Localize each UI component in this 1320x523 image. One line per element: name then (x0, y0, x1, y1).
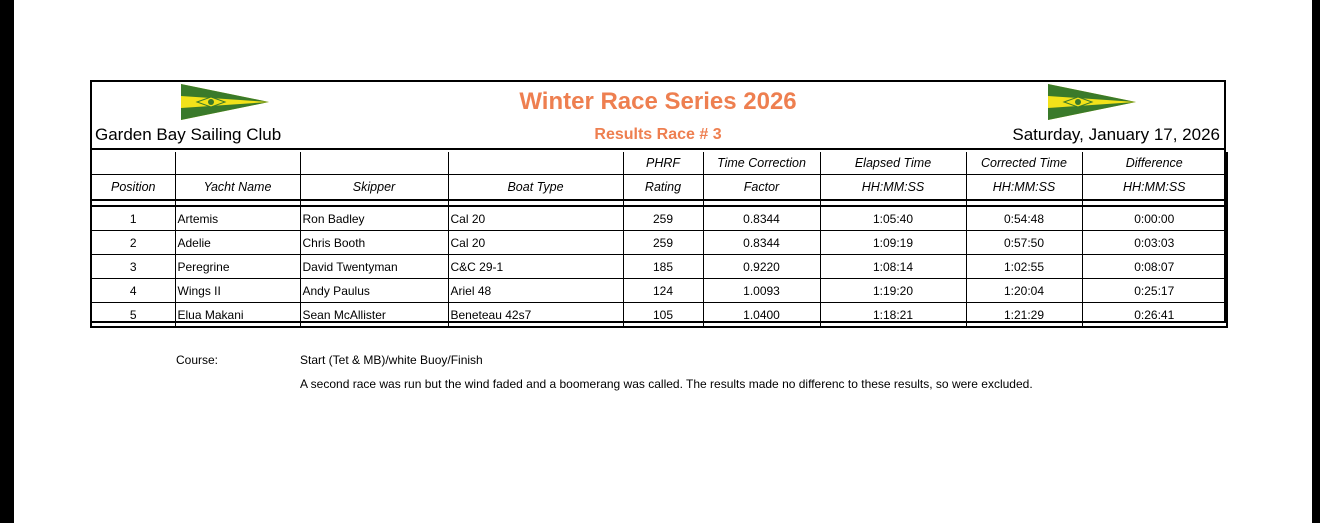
column-header (91, 152, 175, 175)
boat-type-cell: Cal 20 (448, 231, 623, 255)
results-table (90, 152, 1228, 328)
position-cell: 1 (91, 206, 175, 231)
yacht-name-cell: Wings II (175, 279, 300, 303)
column-header (448, 152, 623, 175)
position-cell: 3 (91, 255, 175, 279)
yacht-name-cell: Peregrine (175, 255, 300, 279)
column-header: Elapsed Time (820, 152, 966, 175)
column-header: Skipper (300, 175, 448, 201)
column-header: PHRF (623, 152, 703, 175)
table-row (91, 231, 1227, 255)
header-row-bottom (91, 175, 1227, 201)
boat-type-cell: C&C 29-1 (448, 255, 623, 279)
yacht-name-cell: Elua Makani (175, 303, 300, 328)
position-cell: 5 (91, 303, 175, 328)
table-row (91, 206, 1227, 231)
page (14, 0, 1312, 523)
club-name: Garden Bay Sailing Club (95, 125, 282, 144)
rating-cell: 105 (623, 303, 703, 328)
column-header (175, 152, 300, 175)
column-header: Difference (1082, 152, 1227, 175)
boat-type-cell: Cal 20 (448, 206, 623, 231)
elapsed-time-cell: 1:05:40 (820, 206, 966, 231)
difference-cell: 0:08:07 (1082, 255, 1227, 279)
course-description: Start (Tet & MB)/white Buoy/Finish (300, 353, 483, 367)
column-header: HH:MM:SS (1082, 175, 1227, 201)
table-row (91, 255, 1227, 279)
header-row-top (91, 152, 1227, 175)
corrected-time-cell: 1:02:55 (966, 255, 1082, 279)
corrected-time-cell: 1:20:04 (966, 279, 1082, 303)
column-header (300, 152, 448, 175)
skipper-cell: Chris Booth (300, 231, 448, 255)
results-sheet (90, 80, 1226, 323)
boat-type-cell: Beneteau 42s7 (448, 303, 623, 328)
column-header: Factor (703, 175, 820, 201)
difference-cell: 0:26:41 (1082, 303, 1227, 328)
difference-cell: 0:03:03 (1082, 231, 1227, 255)
column-header: Corrected Time (966, 152, 1082, 175)
yacht-name-cell: Artemis (175, 206, 300, 231)
column-header: Yacht Name (175, 175, 300, 201)
skipper-cell: Sean McAllister (300, 303, 448, 328)
column-header: Rating (623, 175, 703, 201)
rating-cell: 259 (623, 206, 703, 231)
skipper-cell: Andy Paulus (300, 279, 448, 303)
difference-cell: 0:00:00 (1082, 206, 1227, 231)
skipper-cell: David Twentyman (300, 255, 448, 279)
elapsed-time-cell: 1:19:20 (820, 279, 966, 303)
elapsed-time-cell: 1:09:19 (820, 231, 966, 255)
elapsed-time-cell: 1:08:14 (820, 255, 966, 279)
skipper-cell: Ron Badley (300, 206, 448, 231)
yacht-name-cell: Adelie (175, 231, 300, 255)
header-divider (92, 148, 1224, 150)
boat-type-cell: Ariel 48 (448, 279, 623, 303)
rating-cell: 185 (623, 255, 703, 279)
column-header: HH:MM:SS (966, 175, 1082, 201)
corrected-time-cell: 0:54:48 (966, 206, 1082, 231)
factor-cell: 0.8344 (703, 231, 820, 255)
table-row (91, 303, 1227, 328)
factor-cell: 1.0093 (703, 279, 820, 303)
corrected-time-cell: 1:21:29 (966, 303, 1082, 328)
difference-cell: 0:25:17 (1082, 279, 1227, 303)
elapsed-time-cell: 1:18:21 (820, 303, 966, 328)
column-header: Position (91, 175, 175, 201)
rating-cell: 259 (623, 231, 703, 255)
course-label: Course: (176, 353, 219, 367)
rating-cell: 124 (623, 279, 703, 303)
table-row (91, 279, 1227, 303)
column-header: Boat Type (448, 175, 623, 201)
position-cell: 4 (91, 279, 175, 303)
factor-cell: 0.8344 (703, 206, 820, 231)
corrected-time-cell: 0:57:50 (966, 231, 1082, 255)
column-header: HH:MM:SS (820, 175, 966, 201)
race-date: Saturday, January 17, 2026 (1012, 125, 1220, 144)
factor-cell: 0.9220 (703, 255, 820, 279)
race-subtitle: Results Race # 3 (594, 126, 722, 143)
position-cell: 2 (91, 231, 175, 255)
race-remark: A second race was run but the wind faded and a boomerang was called. The results made no differenc to these results, so were excluded. (300, 377, 1033, 391)
column-header: Time Correction (703, 152, 820, 175)
series-title: Winter Race Series 2026 (519, 88, 797, 115)
factor-cell: 1.0400 (703, 303, 820, 328)
